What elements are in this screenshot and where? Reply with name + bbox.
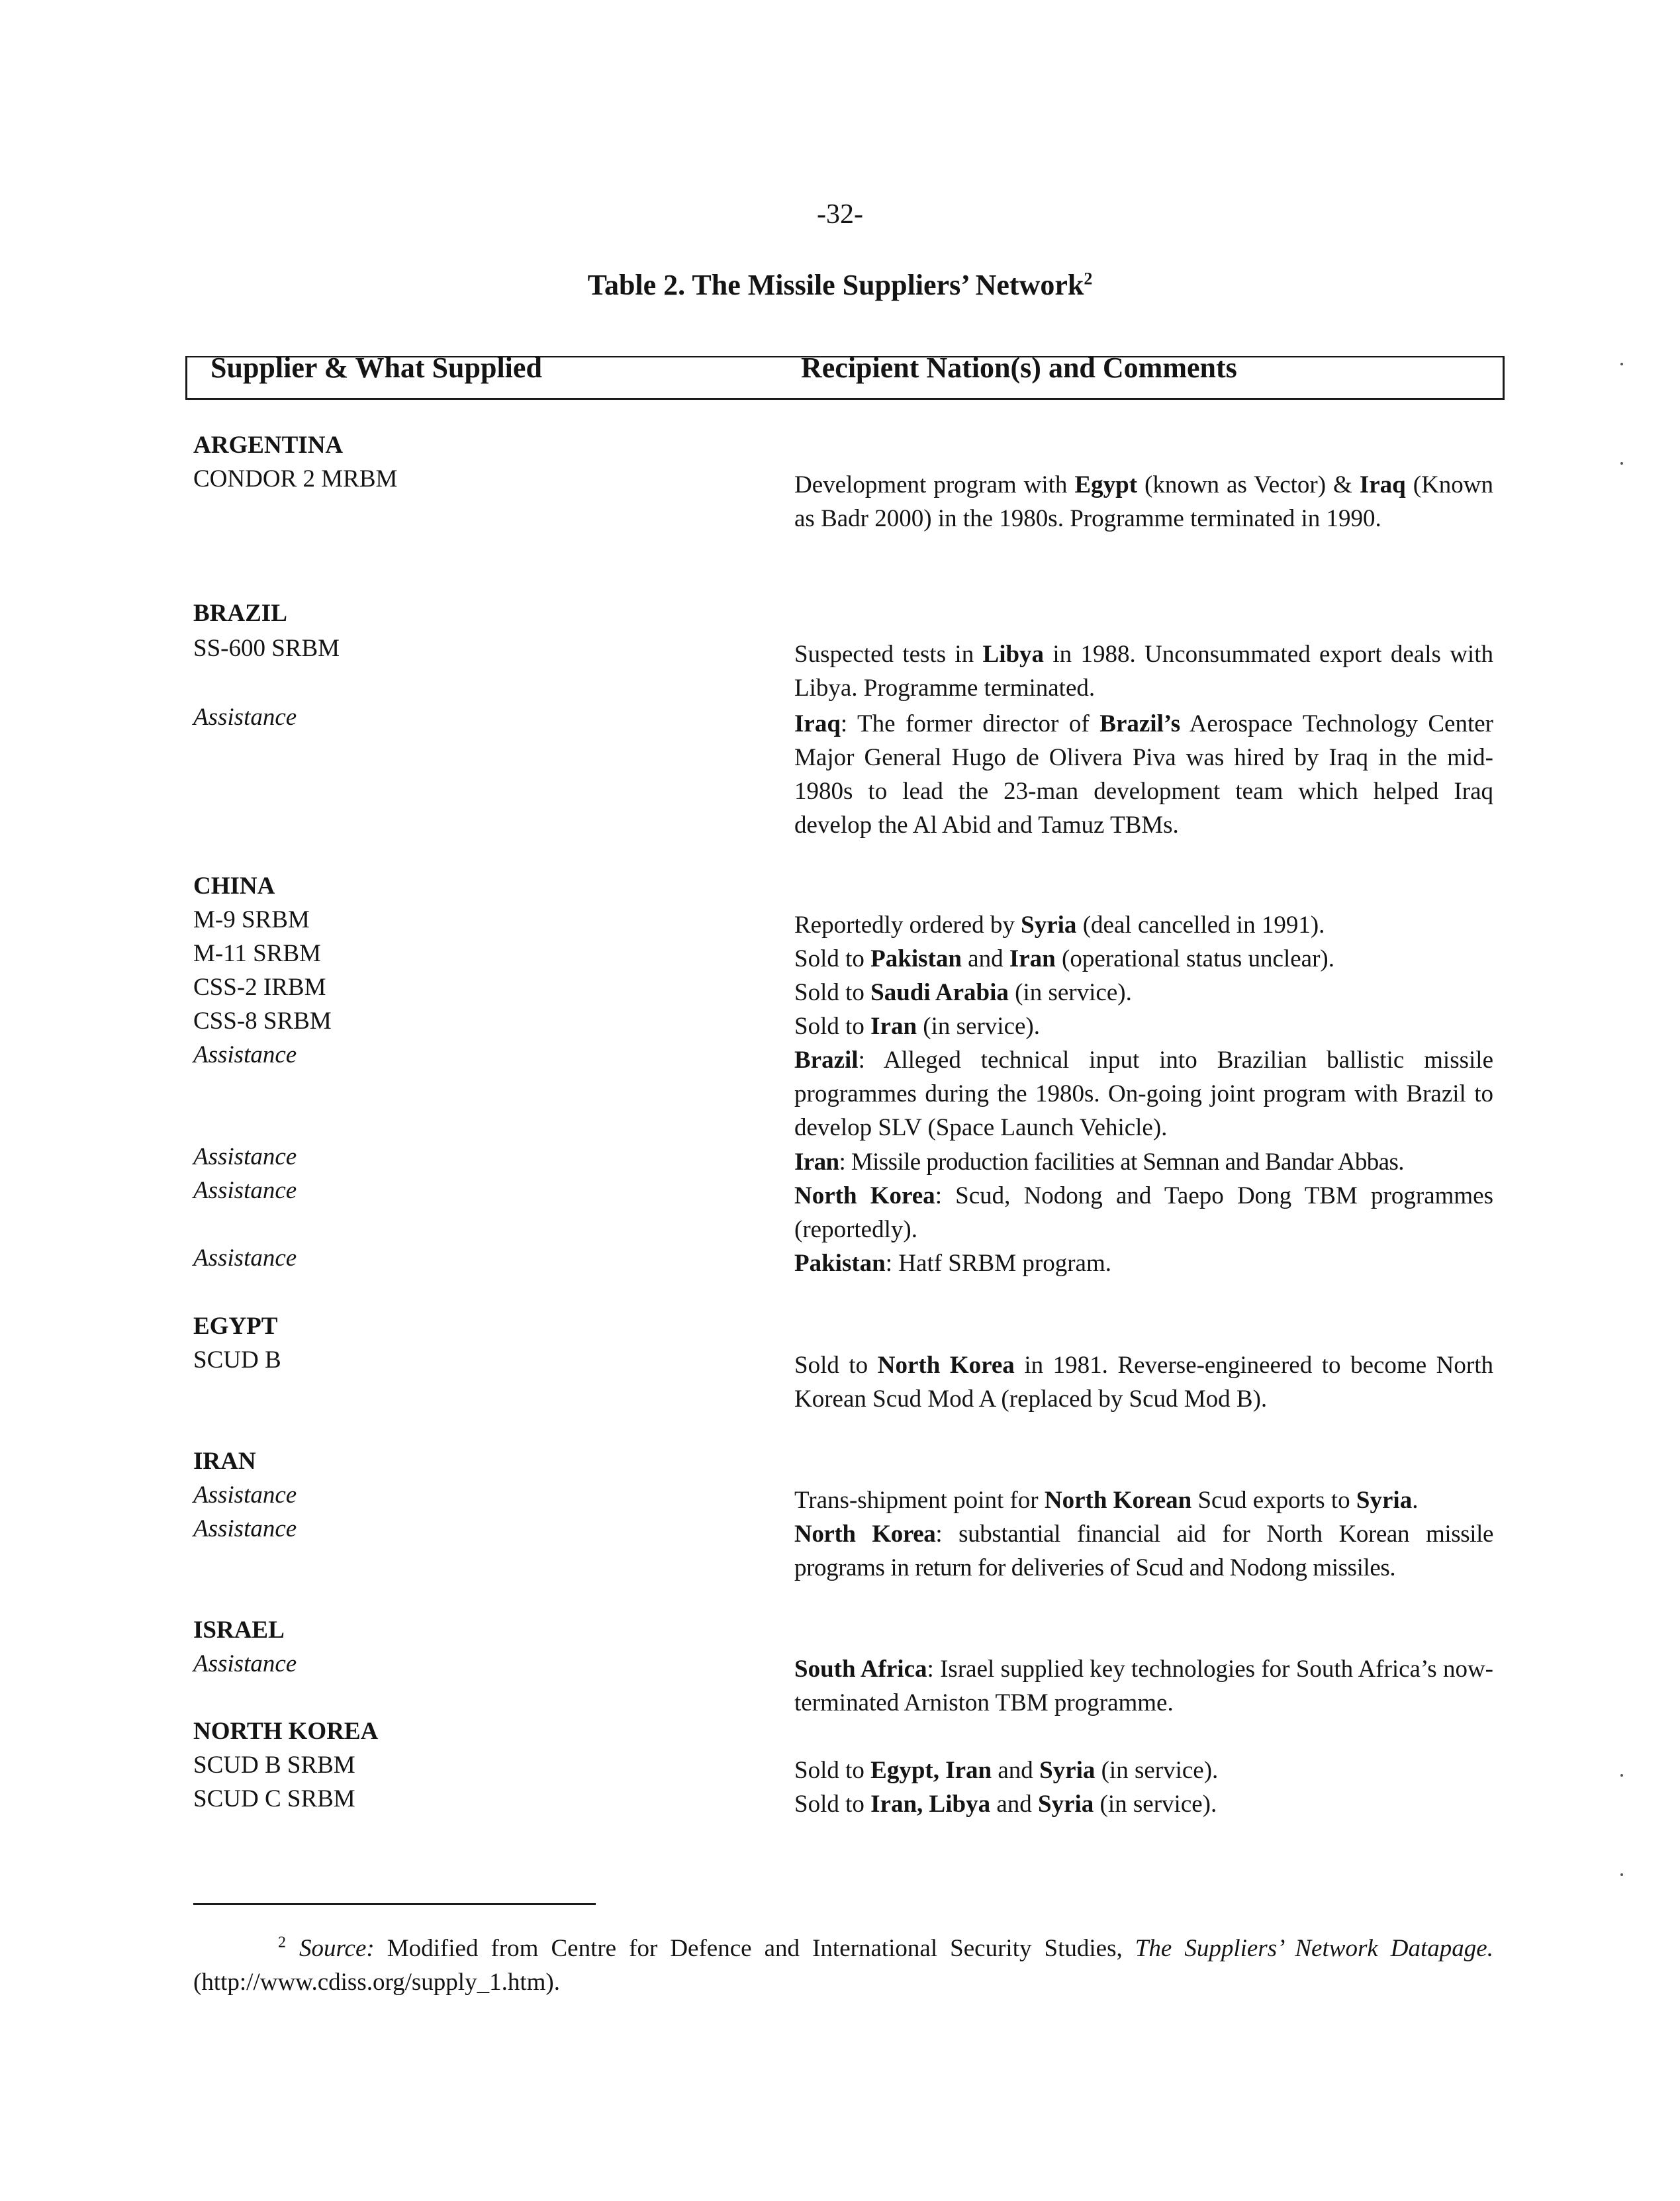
comment-iran-1: Trans-shipment point for North Korean Scud exports to Syria. <box>794 1487 1419 1514</box>
comment-m11: Sold to Pakistan and Iran (operational status unclear). <box>794 945 1334 972</box>
item-china-assistance-4: Assistance <box>193 1244 297 1272</box>
page-number: -32- <box>817 199 863 230</box>
comment-iran-2: North Korea: substantial financial aid for North Korean missile programs in return for deliveries of Scud and Nodong missiles. <box>794 1521 1493 1581</box>
footnote-text: Modified from Centre for Defence and International Security Studies, <box>374 1935 1135 1962</box>
footnote-source-label: Source: <box>299 1935 375 1962</box>
comment-china-north-korea: North Korea: Scud, Nodong and Taepo Dong TBM programmes (reportedly). <box>794 1182 1494 1243</box>
header-recipient: Recipient Nation(s) and Comments <box>801 351 1237 384</box>
scan-speck <box>1620 1774 1623 1777</box>
item-brazil-assistance: Assistance <box>193 704 297 731</box>
item-china-assistance-3: Assistance <box>193 1177 297 1204</box>
comment-css8: Sold to Iran (in service). <box>794 1013 1040 1040</box>
comment-css2: Sold to Saudi Arabia (in service). <box>794 979 1132 1006</box>
item-css2: CSS-2 IRBM <box>193 974 326 1001</box>
item-china-assistance-2: Assistance <box>193 1143 297 1170</box>
comment-china-brazil: Brazil: Alleged technical input into Brazilian ballistic missile programmes during the 1980s. On-going joint program with Brazil to develop SLV (Space Launch Vehicle). <box>794 1047 1493 1141</box>
country-argentina: ARGENTINA <box>193 432 344 459</box>
item-nk-scud-c: SCUD C SRBM <box>193 1785 355 1812</box>
title-footnote-ref: 2 <box>1084 269 1093 289</box>
country-israel: ISRAEL <box>193 1616 285 1644</box>
comment-condor: Development program with Egypt (known as Vector) & Iraq (Known as Badr 2000) in the 1980s. Programme terminated in 1990. <box>794 471 1494 532</box>
scan-speck <box>1620 462 1623 465</box>
item-israel-assistance: Assistance <box>193 1650 297 1677</box>
item-scud-b: SCUD B <box>193 1346 281 1374</box>
country-north-korea: NORTH KOREA <box>193 1718 379 1745</box>
country-iran: IRAN <box>193 1448 256 1475</box>
comment-nk-scud-c: Sold to Iran, Libya and Syria (in service). <box>794 1791 1217 1818</box>
footnote-url: (http://www.cdiss.org/supply_1.htm). <box>193 1969 560 1996</box>
footnote-separator <box>193 1903 596 1905</box>
comment-m9: Reportedly ordered by Syria (deal cancelled in 1991). <box>794 912 1325 939</box>
scan-speck <box>1620 1873 1623 1876</box>
comment-china-pakistan: Pakistan: Hatf SRBM program. <box>794 1250 1111 1277</box>
comment-china-iran: Iran: Missile production facilities at Semnan and Bandar Abbas. <box>794 1148 1404 1176</box>
item-iran-assistance-2: Assistance <box>193 1515 297 1542</box>
item-china-assistance-1: Assistance <box>193 1041 297 1068</box>
item-css8: CSS-8 SRBM <box>193 1007 332 1035</box>
header-supplier: Supplier & What Supplied <box>210 351 542 384</box>
footnote-title: The Suppliers’ Network Datapage. <box>1135 1935 1493 1962</box>
table-title-text: Table 2. The Missile Suppliers’ Network <box>587 269 1084 301</box>
country-egypt: EGYPT <box>193 1313 278 1340</box>
item-iran-assistance-1: Assistance <box>193 1481 297 1509</box>
item-ss600: SS-600 SRBM <box>193 635 340 662</box>
comment-nk-scud-b: Sold to Egypt, Iran and Syria (in service). <box>794 1757 1219 1784</box>
country-china: CHINA <box>193 872 275 900</box>
table-title <box>0 268 1680 302</box>
item-nk-scud-b: SCUD B SRBM <box>193 1752 355 1779</box>
footnote <box>193 1932 1493 1999</box>
comment-ss600: Suspected tests in Libya in 1988. Unconsummated export deals with Libya. Programme terminated. <box>794 641 1493 702</box>
comment-egypt: Sold to North Korea in 1981. Reverse-engineered to become North Korean Scud Mod A (replaced by Scud Mod B). <box>794 1352 1493 1413</box>
country-brazil: BRAZIL <box>193 600 287 627</box>
comment-israel: South Africa: Israel supplied key technologies for South Africa’s now-terminated Arniston TBM programme. <box>794 1656 1493 1716</box>
item-m9: M-9 SRBM <box>193 906 310 933</box>
footnote-marker: 2 <box>278 1934 286 1951</box>
scan-speck <box>1620 363 1623 365</box>
item-m11: M-11 SRBM <box>193 940 321 967</box>
item-condor2: CONDOR 2 MRBM <box>193 465 398 492</box>
comment-brazil-assistance: Iraq: The former director of Brazil’s Aerospace Technology Center Major General Hugo de Olivera Piva was hired by Iraq in the mid-1980s to lead the 23-man development team which helped Iraq develop the Al Abid and Tamuz TBMs. <box>794 710 1494 839</box>
